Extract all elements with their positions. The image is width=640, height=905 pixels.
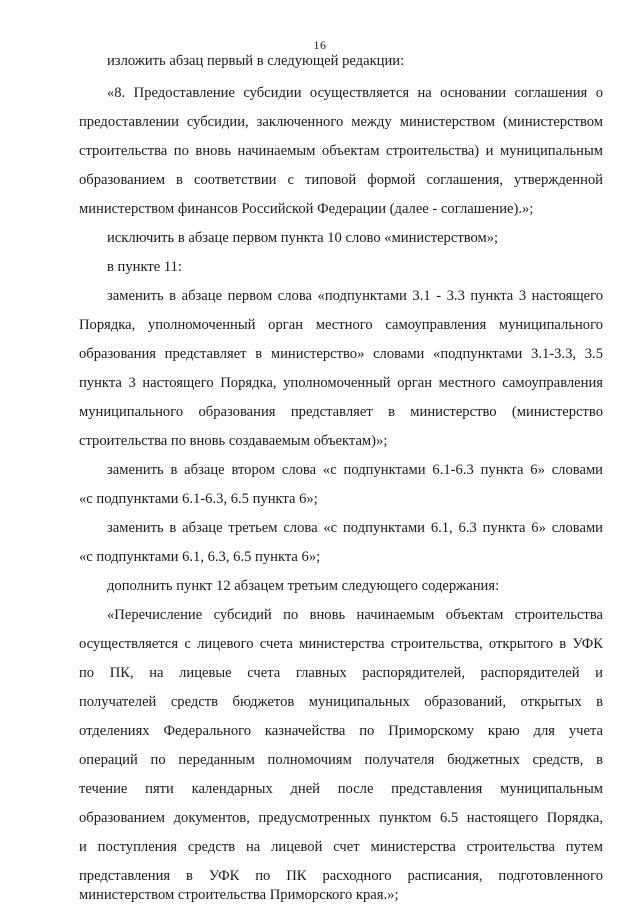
text-line: строительства по вновь создаваемым объектам)»;: [79, 433, 388, 449]
text-line: министерством строительства Приморского края.»;: [79, 887, 399, 903]
text-line: операций по переданным полномочиям получателя бюджетных средств, в: [79, 752, 603, 768]
text-line: «с подпунктами 6.1, 6.3, 6.5 пункта 6»;: [79, 549, 321, 565]
text-line: «8. Предоставление субсидии осуществляется на основании соглашения о: [107, 85, 603, 101]
text-line: дополнить пункт 12 абзацем третьим следующего содержания:: [107, 578, 500, 594]
text-line: образованием документов, предусмотренных пунктом 6.5 настоящего Порядка,: [79, 810, 603, 826]
text-line: течение пяти календарных дней после представления муниципальным: [79, 781, 603, 797]
text-line: строительства по вновь начинаемым объектам строительства) и муниципальным: [79, 143, 603, 159]
text-line: заменить в абзаце первом слова «подпунктами 3.1 - 3.3 пункта 3 настоящего: [107, 288, 603, 304]
text-line: образования представляет в министерство» словами «подпунктами 3.1-3.3, 3.5: [79, 346, 603, 362]
text-line: образованием в соответствии с типовой формой соглашения, утвержденной: [79, 172, 603, 188]
text-line: муниципального образования представляет в министерство (министерство: [79, 404, 603, 420]
text-line: заменить в абзаце втором слова «с подпунктами 6.1-6.3 пункта 6» словами: [107, 462, 603, 478]
text-line: отделениях Федерального казначейства по Приморскому краю для учета: [79, 723, 603, 739]
text-line: пункта 3 настоящего Порядка, уполномоченный орган местного самоуправления: [79, 375, 603, 391]
text-line: министерством финансов Российской Федерации (далее - соглашение).»;: [79, 201, 534, 217]
text-line: получателей средств бюджетов муниципальных образований, открытых в: [79, 694, 603, 710]
text-line: по ПК, на лицевые счета главных распорядителей, распорядителей и: [79, 665, 603, 681]
text-line: изложить абзац первый в следующей редакции:: [107, 53, 405, 69]
text-line: предоставлении субсидии, заключенного между министерством (министерством: [79, 114, 603, 130]
page-number: 16: [313, 38, 327, 52]
text-line: представления в УФК по ПК расходного расписания, подготовленного: [79, 868, 603, 884]
text-line: заменить в абзаце третьем слова «с подпунктами 6.1, 6.3 пункта 6» словами: [107, 520, 603, 536]
text-line: «с подпунктами 6.1-6.3, 6.5 пункта 6»;: [79, 491, 318, 507]
text-line: «Перечисление субсидий по вновь начинаемым объектам строительства: [107, 607, 603, 623]
text-line: осуществляется с лицевого счета министерства строительства, открытого в УФК: [79, 636, 603, 652]
text-line: в пункте 11:: [107, 259, 182, 275]
text-line: и поступления средств на лицевой счет министерства строительства путем: [79, 839, 603, 855]
text-line: Порядка, уполномоченный орган местного самоуправления муниципального: [79, 317, 603, 333]
text-line: исключить в абзаце первом пункта 10 слово «министерством»;: [107, 230, 499, 246]
